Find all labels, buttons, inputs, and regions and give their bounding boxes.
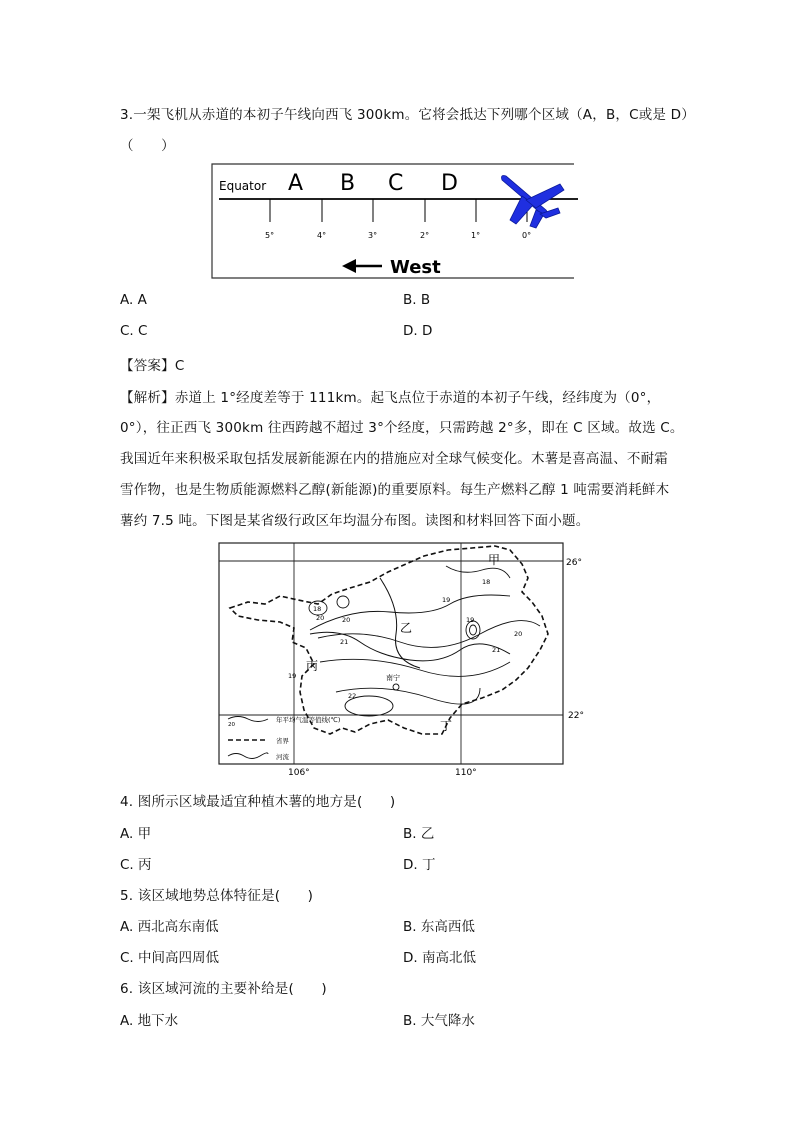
temperature-map	[210, 538, 590, 778]
q6-option-b[interactable]: B. 大气降水	[403, 1013, 475, 1029]
legend-isotherm-sample: 20	[228, 722, 235, 728]
isotherm-value: 20	[316, 614, 325, 622]
isotherm-ring	[337, 596, 349, 608]
answer-label: 【答案】	[120, 358, 175, 374]
region-bing: 丙	[306, 659, 319, 673]
isotherm-value: 21	[492, 646, 501, 654]
q3-option-b[interactable]: B. B	[403, 292, 431, 308]
equator-label: Equator	[219, 179, 267, 193]
isotherm-value: 19	[466, 616, 475, 624]
region-label-a: A	[288, 171, 304, 196]
question-6-stem: 6. 该区域河流的主要补给是( )	[120, 981, 327, 997]
city-marker-icon	[393, 684, 399, 690]
isotherm-line	[336, 688, 480, 704]
map-legend	[228, 715, 340, 761]
material-line-3: 薯约 7.5 吨。下图是某省级行政区年均温分布图。读图和材料回答下面小题。	[120, 513, 590, 529]
isotherm-value: 19	[288, 672, 297, 680]
river-1	[310, 632, 510, 661]
isotherm-value: 21	[340, 638, 349, 646]
region-label-c: C	[388, 171, 404, 196]
isotherm-line	[318, 621, 540, 648]
q5-option-b[interactable]: B. 东高西低	[403, 919, 475, 935]
region-label-d: D	[441, 171, 458, 196]
tick-label-3: 3°	[368, 231, 378, 240]
west-arrow-icon	[342, 259, 382, 273]
isotherm-value: 20	[342, 616, 351, 624]
question-3-stem: 3.一架飞机从赤道的本初子午线向西飞 300km。它将会抵达下列哪个区域（A，B，C或是 D）	[120, 107, 695, 123]
q5-option-c[interactable]: C. 中间高四周低	[120, 950, 220, 966]
isotherm-value: 18	[482, 578, 491, 586]
analysis-line-1	[120, 386, 660, 406]
q3-option-d[interactable]: D. D	[403, 323, 433, 339]
tick-label-4: 4°	[317, 231, 327, 240]
tick-label-5: 5°	[265, 231, 275, 240]
isotherm-value: 20	[514, 630, 523, 638]
city-label: 南宁	[386, 674, 400, 682]
lat-label-top: 26°	[566, 558, 582, 568]
west-label: West	[390, 257, 441, 278]
tick-label-1: 1°	[471, 231, 481, 240]
answer-value: C	[174, 358, 185, 374]
q4-option-b[interactable]: B. 乙	[403, 826, 435, 842]
legend-isotherm-label: 年平均气温等值线(℃)	[276, 716, 341, 724]
legend-river-label: 河流	[276, 753, 289, 761]
q4-option-d[interactable]: D. 丁	[403, 857, 436, 873]
answer-line	[120, 354, 184, 374]
airplane-icon	[502, 176, 565, 229]
isotherm-ring	[470, 625, 477, 635]
question-3-answer-paren: （ ）	[120, 138, 175, 154]
region-ding: 丁	[440, 719, 453, 733]
q3-option-a[interactable]: A. A	[120, 292, 147, 308]
q3-option-c[interactable]: C. C	[120, 323, 148, 339]
region-yi: 乙	[400, 621, 413, 635]
material-line-1: 我国近年来积极采取包括发展新能源在内的措施应对全球气候变化。木薯是喜高温、不耐霜	[120, 451, 668, 467]
isotherm-value: 22	[348, 692, 357, 700]
material-line-2: 雪作物，也是生物质能源燃料乙醇(新能源)的重要原料。每生产燃料乙醇 1 吨需要消耗鲜木	[120, 482, 670, 498]
lon-label-left: 106°	[288, 768, 310, 778]
isotherm-line	[320, 659, 510, 676]
q4-option-c[interactable]: C. 丙	[120, 857, 152, 873]
tick-label-0: 0°	[522, 231, 532, 240]
question-5-stem: 5. 该区域地势总体特征是( )	[120, 888, 314, 904]
province-border	[230, 546, 548, 734]
isotherm-value: 18	[313, 605, 322, 613]
tick-label-2: 2°	[420, 231, 430, 240]
q5-option-d[interactable]: D. 南高北低	[403, 950, 476, 966]
q4-option-a[interactable]: A. 甲	[120, 826, 152, 842]
analysis-label: 【解析】	[120, 390, 175, 406]
q5-option-a[interactable]: A. 西北高东南低	[120, 919, 219, 935]
lat-label-bottom: 22°	[568, 711, 584, 721]
equator-flight-diagram	[210, 162, 582, 280]
legend-border-label: 省界	[276, 737, 289, 745]
q6-option-a[interactable]: A. 地下水	[120, 1013, 179, 1029]
analysis-line-2: 0°），往正西飞 300km 往西跨越不超过 3°个经度，只需跨越 2°多，即在 C 区域。故选 C。	[120, 420, 684, 436]
region-jia: 甲	[488, 553, 501, 567]
question-4-stem: 4. 图所示区域最适宜种植木薯的地方是( )	[120, 794, 396, 810]
isotherm-line	[446, 566, 510, 578]
analysis-text-1: 赤道上 1°经度差等于 111km。起飞点位于赤道的本初子午线，经纬度为（0°，	[174, 390, 661, 406]
region-label-b: B	[340, 171, 356, 196]
isotherm-value: 19	[442, 596, 451, 604]
lon-label-right: 110°	[455, 768, 477, 778]
